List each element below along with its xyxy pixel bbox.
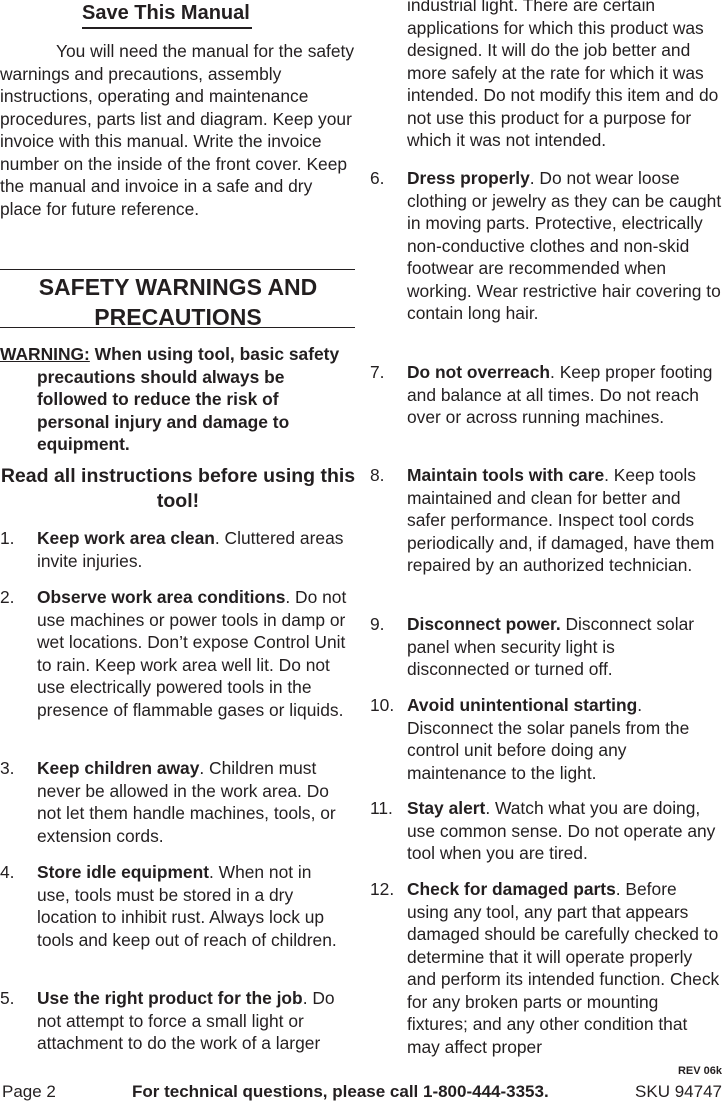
item-text: . Do not attempt to force a small light or attachment to do the work of a larger	[37, 988, 335, 1053]
item-lead: Dress properly	[407, 168, 530, 188]
item-number: 12.	[370, 879, 395, 899]
sku-number: SKU 94747	[635, 1082, 722, 1101]
section-top-rule	[0, 269, 355, 270]
intro-paragraph: You will need the manual for the safety warnings and precautions, assembly instructions, operating and maintenance procedures, parts list and diagram. Keep your invoice with this manual. Write the invoice number on the inside of the front cover. Keep the manual and invoice in a safe and dry place for future reference.	[0, 41, 355, 219]
list-item	[370, 167, 722, 325]
section-title	[0, 272, 356, 332]
list-item	[370, 613, 722, 681]
item-text: . Before using any tool, any part that appears damaged should be carefully checked to determine that it will operate properly and perform its intended function. Check for any broken parts or mounting fixtures; and any other condition that may affect proper	[407, 879, 720, 1057]
item-lead: Maintain tools with care	[407, 465, 605, 485]
item-text: . Keep tools maintained and clean for better and safer performance. Inspect tool cords periodically and, if damaged, have them repaired by an authorized technician.	[407, 465, 715, 575]
list-item	[370, 878, 722, 1058]
page-number: Page 2	[2, 1082, 56, 1101]
section-title-line-2: PRECAUTIONS	[94, 304, 262, 330]
warning-paragraph	[0, 343, 345, 456]
list-item	[370, 797, 722, 865]
section-bottom-rule	[0, 327, 355, 328]
item-lead: Do not overreach	[407, 362, 551, 382]
item-text: . Watch what you are doing, use common sense. Do not operate any tool when you are tired.	[407, 798, 716, 863]
item-number: 11.	[370, 798, 393, 818]
revision-label: REV 06k	[677, 1065, 722, 1077]
item-text: . Do not use machines or power tools in damp or wet locations. Don’t expose Control Unit to rain. Keep work area well lit. Do not use electrically powered tools in the presence of flammable gases or liquids.	[37, 587, 347, 720]
item-number: 3.	[0, 758, 15, 778]
item-lead: Observe work area conditions	[37, 587, 286, 607]
save-manual-title: Save This Manual	[82, 0, 252, 29]
warning-text: When using tool, basic safety precautions should always be followed to reduce the risk of personal injury and damage to equipment.	[37, 344, 340, 454]
list-item	[0, 757, 350, 847]
item-text: Disconnect solar panel when security light is disconnected or turned off.	[407, 614, 695, 679]
item-text: . Cluttered areas invite injuries.	[37, 528, 344, 571]
item-number: 1.	[0, 528, 15, 548]
item-number: 10.	[370, 695, 395, 715]
continued-text: industrial light. There are certain applications for which this product was designed. It will do the job better and more safely at the rate for which it was intended. Do not modify this item and do not use this product for a purpose for which it was not intended.	[407, 0, 719, 150]
list-item	[0, 527, 350, 572]
item-number: 7.	[370, 362, 385, 382]
item-lead: Store idle equipment	[37, 862, 209, 882]
item-text: . Do not wear loose clothing or jewelry as they can be caught in moving parts. Protective, electrically non-conductive clothes and non-skid footwear are recommended when working. Wear restrictive hair covering to contain long hair.	[407, 168, 722, 323]
item-lead: Keep children away	[37, 758, 200, 778]
item-number: 9.	[370, 614, 385, 634]
item-number: 2.	[0, 587, 15, 607]
item-text: . Keep proper footing and balance at all times. Do not reach over or across running machines.	[407, 362, 713, 427]
item-lead: Keep work area clean	[37, 528, 215, 548]
item-number: 8.	[370, 465, 385, 485]
read-all-instructions: Read all instructions before using this tool!	[0, 465, 356, 512]
item-text: . Disconnect the solar panels from the control unit before doing any maintenance to the light.	[407, 695, 690, 783]
item-lead: Avoid unintentional starting	[407, 695, 638, 715]
item-lead: Stay alert	[407, 798, 486, 818]
warning-label: WARNING:	[0, 344, 90, 364]
tech-support-line: For technical questions, please call 1-800-444-3353.	[132, 1082, 549, 1101]
list-item	[370, 464, 722, 577]
item-number: 6.	[370, 168, 385, 188]
item-number: 4.	[0, 862, 15, 882]
continued-paragraph	[370, 0, 722, 152]
item-text: . When not in use, tools must be stored in a dry location to inhibit rust. Always lock up tools and keep out of reach of children.	[37, 862, 337, 950]
list-item	[0, 987, 360, 1055]
list-item	[370, 694, 722, 784]
list-item	[370, 361, 722, 429]
item-lead: Use the right product for the job	[37, 988, 303, 1008]
page-footer	[0, 1064, 724, 1104]
section-title-line-1: SAFETY WARNINGS AND	[38, 274, 318, 300]
list-item	[0, 861, 340, 951]
item-lead: Check for damaged parts	[407, 879, 616, 899]
item-text: . Children must never be allowed in the work area. Do not let them handle machines, tools, or extension cords.	[37, 758, 336, 846]
item-lead: Disconnect power.	[407, 614, 561, 634]
list-item	[0, 586, 350, 721]
item-number: 5.	[0, 988, 15, 1008]
